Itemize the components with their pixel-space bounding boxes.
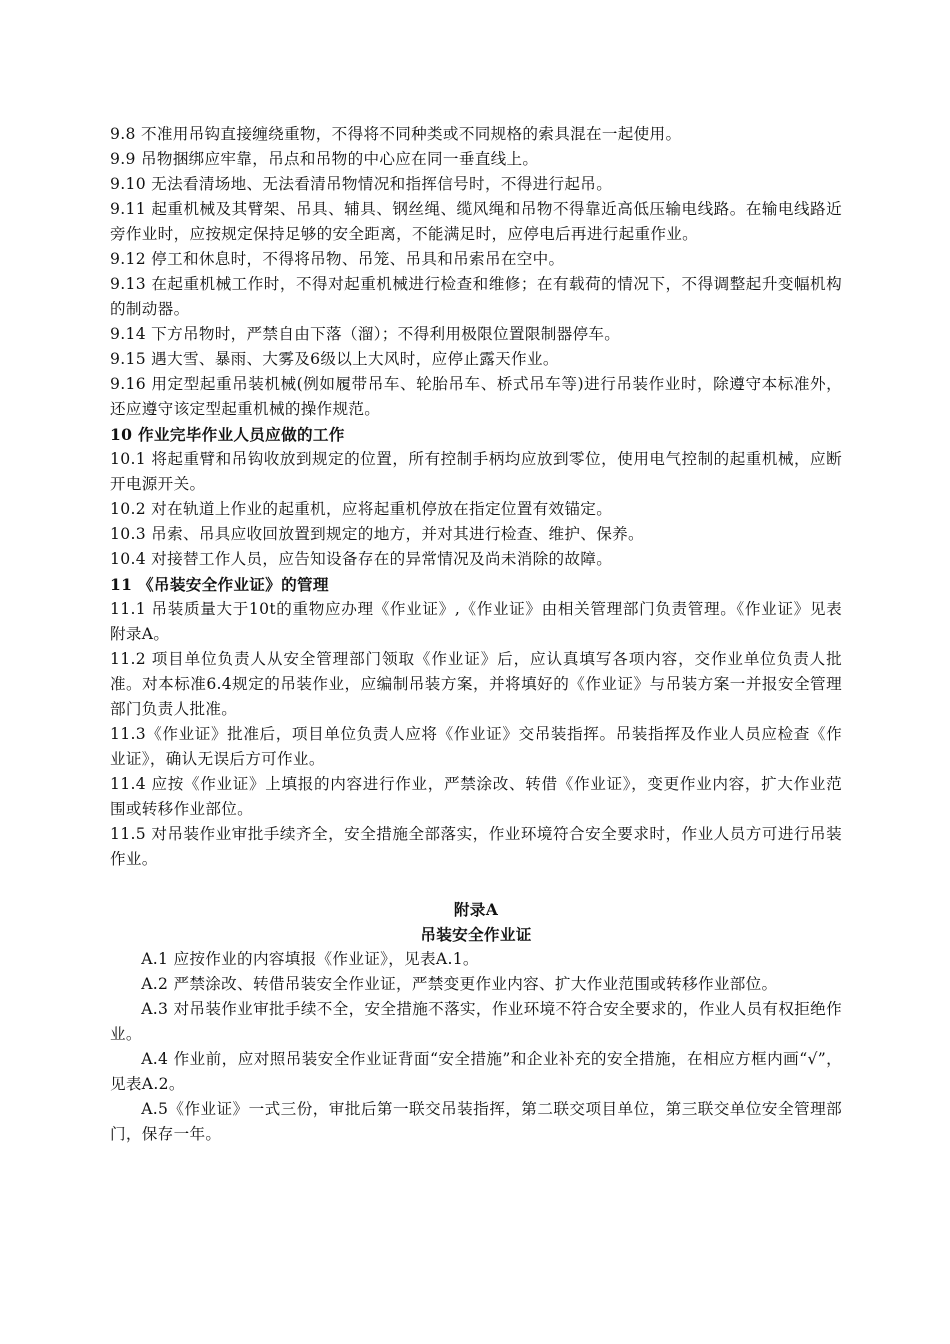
clause-10-1: 10.1 将起重臂和吊钩收放到规定的位置，所有控制手柄均应放到零位，使用电气控制的起重机械，应断开电源开关。	[110, 450, 842, 493]
clause-11-4: 11.4 应按《作业证》上填报的内容进行作业，严禁涂改、转借《作业证》，变更作业内容，扩大作业范围或转移作业部位。	[110, 775, 842, 818]
clause-9-16: 9.16 用定型起重吊装机械(例如履带吊车、轮胎吊车、桥式吊车等)进行吊装作业时，除遵守本标准外，还应遵守该定型起重机械的操作规范。	[110, 375, 842, 418]
clause-9-10: 9.10 无法看清场地、无法看清吊物情况和指挥信号时，不得进行起吊。	[110, 175, 613, 193]
clause-10-2: 10.2 对在轨道上作业的起重机，应将起重机停放在指定位置有效锚定。	[110, 500, 613, 518]
clause-9-14: 9.14 下方吊物时，严禁自由下落（溜）；不得利用极限位置限制器停车。	[110, 325, 621, 343]
clause-a-3: A.3 对吊装作业审批手续不全，安全措施不落实，作业环境不符合安全要求的，作业人员有权拒绝作业。	[110, 1000, 842, 1043]
section-spacer	[110, 872, 842, 897]
clause-a-4: A.4 作业前，应对照吊装安全作业证背面“安全措施”和企业补充的安全措施，在相应方框内画“√”，见表A.2。	[110, 1050, 842, 1093]
clause-10-3: 10.3 吊索、吊具应收回放置到规定的地方，并对其进行检查、维护、保养。	[110, 525, 644, 543]
clause-9-12: 9.12 停工和休息时，不得将吊物、吊笼、吊具和吊索吊在空中。	[110, 250, 565, 268]
clause-10-4: 10.4 对接替工作人员，应告知设备存在的异常情况及尚未消除的故障。	[110, 550, 613, 568]
clause-9-9: 9.9 吊物捆绑应牢靠，吊点和吊物的中心应在同一垂直线上。	[110, 150, 539, 168]
clause-a-5: A.5《作业证》一式三份，审批后第一联交吊装指挥，第二联交项目单位，第三联交单位安全管理部门，保存一年。	[110, 1100, 842, 1143]
clause-11-1: 11.1 吊装质量大于10t的重物应办理《作业证》,《作业证》由相关管理部门负责管理。《作业证》见表附录A。	[110, 600, 842, 643]
section-11-heading: 11 《吊装安全作业证》的管理	[110, 575, 329, 594]
clause-11-5: 11.5 对吊装作业审批手续齐全，安全措施全部落实，作业环境符合安全要求时，作业人员方可进行吊装作业。	[110, 825, 842, 868]
appendix-title: 附录A	[453, 900, 499, 919]
clause-11-3: 11.3《作业证》批准后，项目单位负责人应将《作业证》交吊装指挥。吊装指挥及作业人员应检查《作业证》，确认无误后方可作业。	[110, 725, 842, 768]
clause-9-11: 9.11 起重机械及其臂架、吊具、辅具、钢丝绳、缆风绳和吊物不得靠近高低压输电线路。在输电线路近旁作业时，应按规定保持足够的安全距离，不能满足时，应停电后再进行起重作业。	[110, 200, 842, 243]
clause-9-13: 9.13 在起重机械工作时，不得对起重机械进行检查和维修；在有载荷的情况下，不得调整起升变幅机构的制动器。	[110, 275, 842, 318]
document-body	[110, 122, 842, 1147]
section-10-heading: 10 作业完毕作业人员应做的工作	[110, 425, 345, 444]
appendix-subtitle: 吊装安全作业证	[420, 925, 532, 944]
clause-a-1: A.1 应按作业的内容填报《作业证》，见表A.1。	[141, 950, 479, 968]
clause-9-8: 9.8 不准用吊钩直接缠绕重物，不得将不同种类或不同规格的索具混在一起使用。	[110, 125, 682, 143]
clause-11-2: 11.2 项目单位负责人从安全管理部门领取《作业证》后，应认真填写各项内容，交作业单位负责人批准。对本标准6.4规定的吊装作业，应编制吊装方案，并将填好的《作业证》与吊装方案一并报安全管理部门负责人批准。	[110, 650, 842, 718]
clause-9-15: 9.15 遇大雪、暴雨、大雾及6级以上大风时，应停止露天作业。	[110, 350, 559, 368]
clause-a-2: A.2 严禁涂改、转借吊装安全作业证，严禁变更作业内容、扩大作业范围或转移作业部位。	[141, 975, 778, 993]
